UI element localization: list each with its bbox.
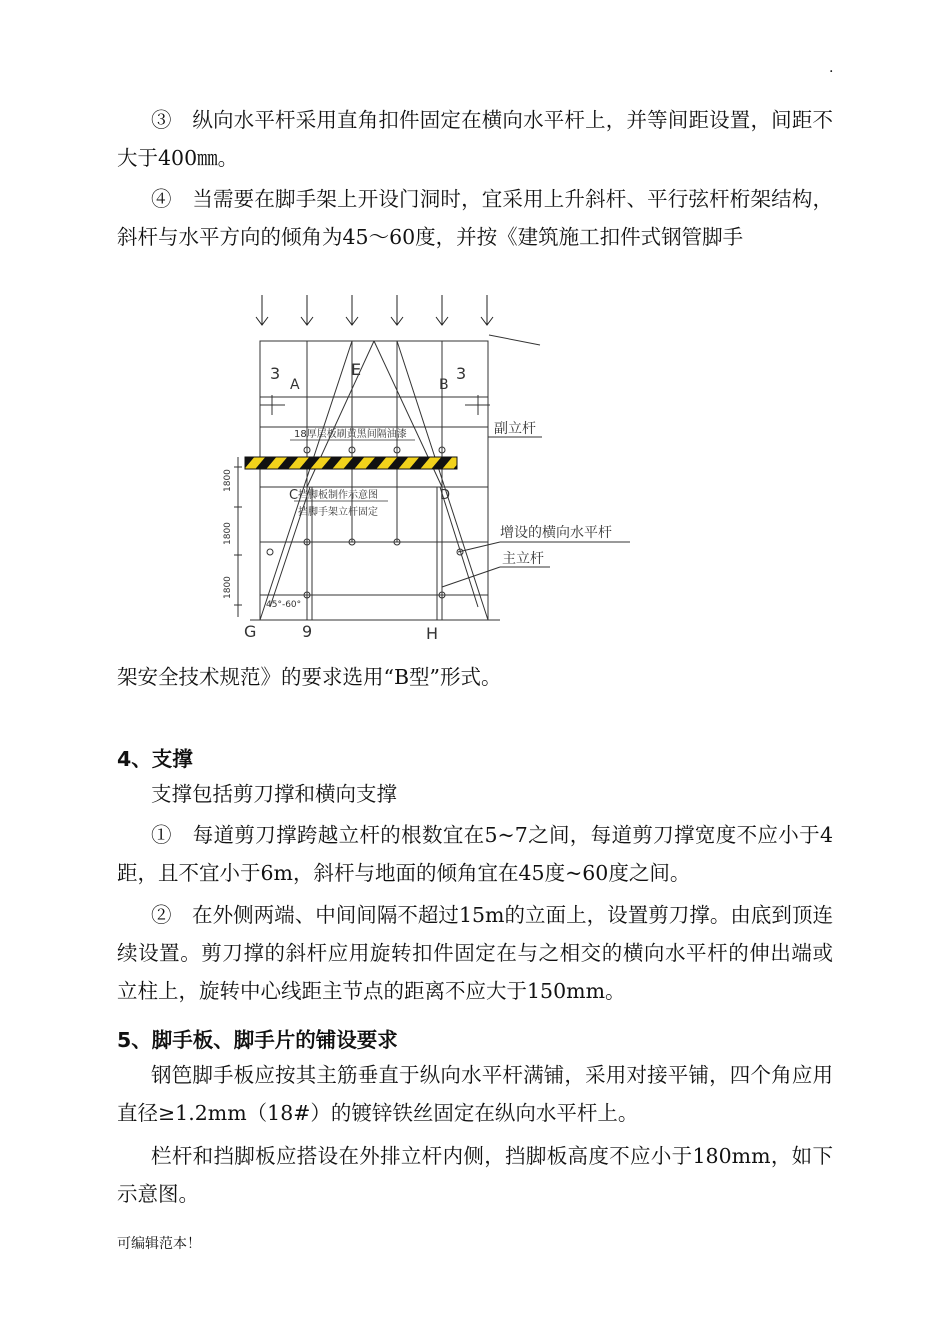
label-bottom-0: G xyxy=(244,622,257,641)
load-arrows xyxy=(256,295,493,325)
callout-added-ledger: 增设的横向水平杆 xyxy=(500,525,612,541)
label-top-1: A xyxy=(290,377,300,393)
section-4-item-2: ② 在外侧两端、中间间隔不超过15m的立面上，设置剪刀撑。由底到顶连续设置。剪刀撑的斜杆应用旋转扣件固定在与之相交的横向水平杆的伸出端或立柱上，旋转中心线距主节点的距离不应大于150mm。 xyxy=(117,903,833,1003)
dim-label-1: 1800 xyxy=(223,469,233,492)
dim-label-3: 1800 xyxy=(223,576,233,599)
section-4-intro: 支撑包括剪刀撑和横向支撑 xyxy=(151,782,397,806)
callout-secondary-post: 副立杆 xyxy=(494,421,536,437)
callout-main-post: 主立杆 xyxy=(502,551,544,567)
corner-mark: . xyxy=(829,60,834,76)
door-opening-scaffold-diagram xyxy=(210,287,640,647)
section-5-para-1: 钢笆脚手板应按其主筋垂直于纵向水平杆满铺，采用对接平铺，四个角应用直径≥1.2mm（18#）的镀锌铁丝固定在纵向水平杆上。 xyxy=(117,1063,833,1125)
label-top-2: E xyxy=(351,360,362,379)
angle-label: 45°-60° xyxy=(266,600,302,610)
label-top-4: 3 xyxy=(456,364,467,383)
section-4-item-1: ① 每道剪刀撑跨越立杆的根数宜在5~7之间，每道剪刀撑宽度不应小于4距，且不宜小于6m，斜杆与地面的倾角宜在45度~60度之间。 xyxy=(117,823,833,885)
label-top-3: B xyxy=(439,377,449,393)
paragraph-item-4-continued: 架安全技术规范》的要求选用“B型”形式。 xyxy=(117,665,502,689)
paragraph-item-4: ④ 当需要在脚手架上开设门洞时，宜采用上升斜杆、平行弦杆桁架结构，斜杆与水平方向的倾角为45～60度，并按《建筑施工扣件式钢管脚手 xyxy=(117,187,833,249)
toeboard-caption: 挡脚板制作示意图 xyxy=(298,490,378,501)
node-label-c: C xyxy=(289,488,299,503)
label-top-0: 3 xyxy=(270,364,281,383)
label-bottom-2: H xyxy=(426,624,439,643)
toeboard-paint-label: 18厚层板刷黄黑间隔油漆 xyxy=(294,429,407,440)
dim-label-2: 1800 xyxy=(223,522,233,545)
section-4-heading: 4、支撑 xyxy=(117,747,193,771)
toeboard-fix-caption: 挡脚手架立杆固定 xyxy=(298,507,378,518)
paragraph-item-3: ③ 纵向水平杆采用直角扣件固定在横向水平杆上，并等间距设置，间距不大于400㎜。 xyxy=(117,108,833,170)
toeboard-stripe xyxy=(245,457,457,469)
section-5-heading: 5、脚手板、脚手片的铺设要求 xyxy=(117,1028,398,1052)
label-bottom-1: 9 xyxy=(302,622,313,641)
section-5-para-2: 栏杆和挡脚板应搭设在外排立杆内侧，挡脚板高度不应小于180mm，如下示意图。 xyxy=(117,1144,833,1206)
footer-note: 可编辑范本！ xyxy=(117,1236,201,1252)
node-label-d: D xyxy=(440,488,451,503)
